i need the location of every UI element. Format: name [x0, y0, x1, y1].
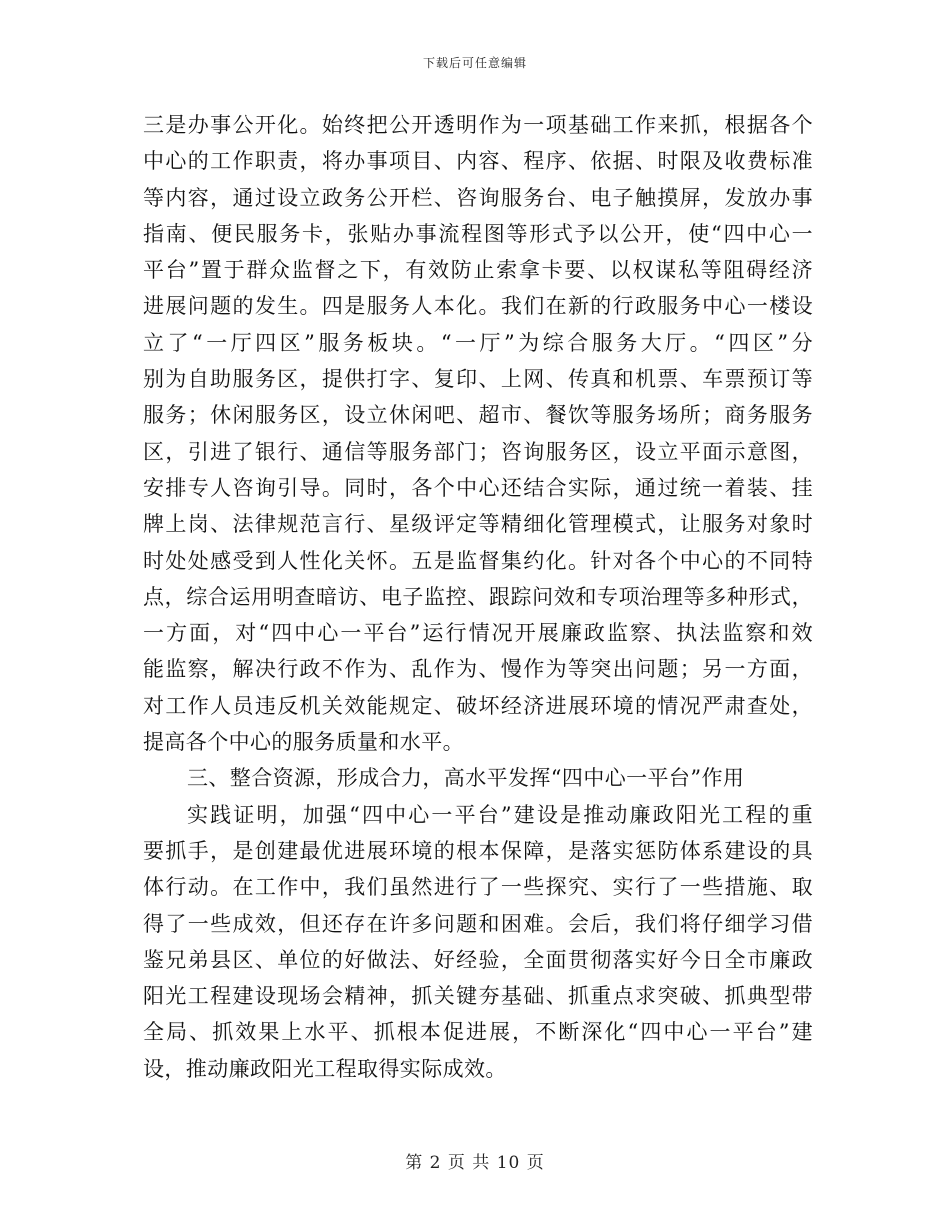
section-heading: 三、整合资源，形成合力，高水平发挥“四中心一平台”作用 — [187, 766, 745, 791]
paragraph-line: 设，推动廉政阳光工程取得实际成效。 — [143, 1056, 507, 1081]
paragraph-line: 体行动。在工作中，我们虽然进行了一些探究、实行了一些措施、取 — [143, 875, 813, 900]
paragraph-line: 立了“一厅四区”服务板块。“一厅”为综合服务大厅。“四区”分 — [143, 330, 813, 355]
paragraph-line: 鉴兄弟县区、单位的好做法、好经验，全面贯彻落实好今日全市廉政 — [143, 947, 813, 972]
paragraph-line: 服务；休闲服务区，设立休闲吧、超市、餐饮等服务场所；商务服务 — [143, 403, 813, 428]
paragraph-line: 提高各个中心的服务质量和水平。 — [143, 730, 464, 755]
body-text — [143, 107, 813, 1087]
paragraph-line: 进展问题的发生。四是服务人本化。我们在新的行政服务中心一楼设 — [143, 294, 813, 319]
page-header: 下载后可任意编辑 — [422, 56, 527, 70]
paragraph-line: 别为自助服务区，提供打字、复印、上网、传真和机票、车票预订等 — [143, 367, 813, 392]
paragraph-line: 点，综合运用明查暗访、电子监控、跟踪问效和专项治理等多种形式， — [143, 584, 813, 609]
paragraph-line: 安排专人咨询引导。同时，各个中心还结合实际，通过统一着装、挂 — [143, 475, 813, 500]
page-footer: 第 2 页 共 10 页 — [405, 1153, 545, 1173]
paragraph-line: 得了一些成效，但还存在许多问题和困难。会后，我们将仔细学习借 — [143, 911, 813, 936]
paragraph-line: 阳光工程建设现场会精神，抓关键夯基础、抓重点求突破、抓典型带 — [143, 984, 813, 1009]
paragraph-line: 对工作人员违反机关效能规定、破坏经济进展环境的情况严肃查处， — [143, 693, 813, 718]
paragraph-line: 中心的工作职责，将办事项目、内容、程序、依据、时限及收费标准 — [143, 149, 813, 174]
paragraph-line: 指南、便民服务卡，张贴办事流程图等形式予以公开，使“四中心一 — [143, 221, 813, 246]
paragraph-line: 实践证明，加强“四中心一平台”建设是推动廉政阳光工程的重 — [187, 802, 813, 827]
paragraph-line: 三是办事公开化。始终把公开透明作为一项基础工作来抓，根据各个 — [143, 113, 813, 137]
paragraph-line: 牌上岗、法律规范言行、星级评定等精细化管理模式，让服务对象时 — [143, 512, 813, 537]
paragraph-line: 区，引进了银行、通信等服务部门；咨询服务区，设立平面示意图， — [143, 439, 813, 464]
paragraph-line: 一方面，对“四中心一平台”运行情况开展廉政监察、执法监察和效 — [143, 621, 813, 646]
paragraph-line: 全局、抓效果上水平、抓根本促进展，不断深化“四中心一平台”建 — [143, 1020, 813, 1045]
paragraph-line: 平台”置于群众监督之下，有效防止索拿卡要、以权谋私等阻碍经济 — [143, 258, 813, 283]
paragraph-line: 等内容，通过设立政务公开栏、咨询服务台、电子触摸屏，发放办事 — [143, 185, 813, 210]
paragraph-line: 要抓手，是创建最优进展环境的根本保障，是落实惩防体系建设的具 — [143, 838, 813, 863]
paragraph-line: 时处处感受到人性化关怀。五是监督集约化。针对各个中心的不同特 — [143, 548, 813, 573]
paragraph-line: 能监察，解决行政不作为、乱作为、慢作为等突出问题；另一方面， — [143, 657, 813, 682]
